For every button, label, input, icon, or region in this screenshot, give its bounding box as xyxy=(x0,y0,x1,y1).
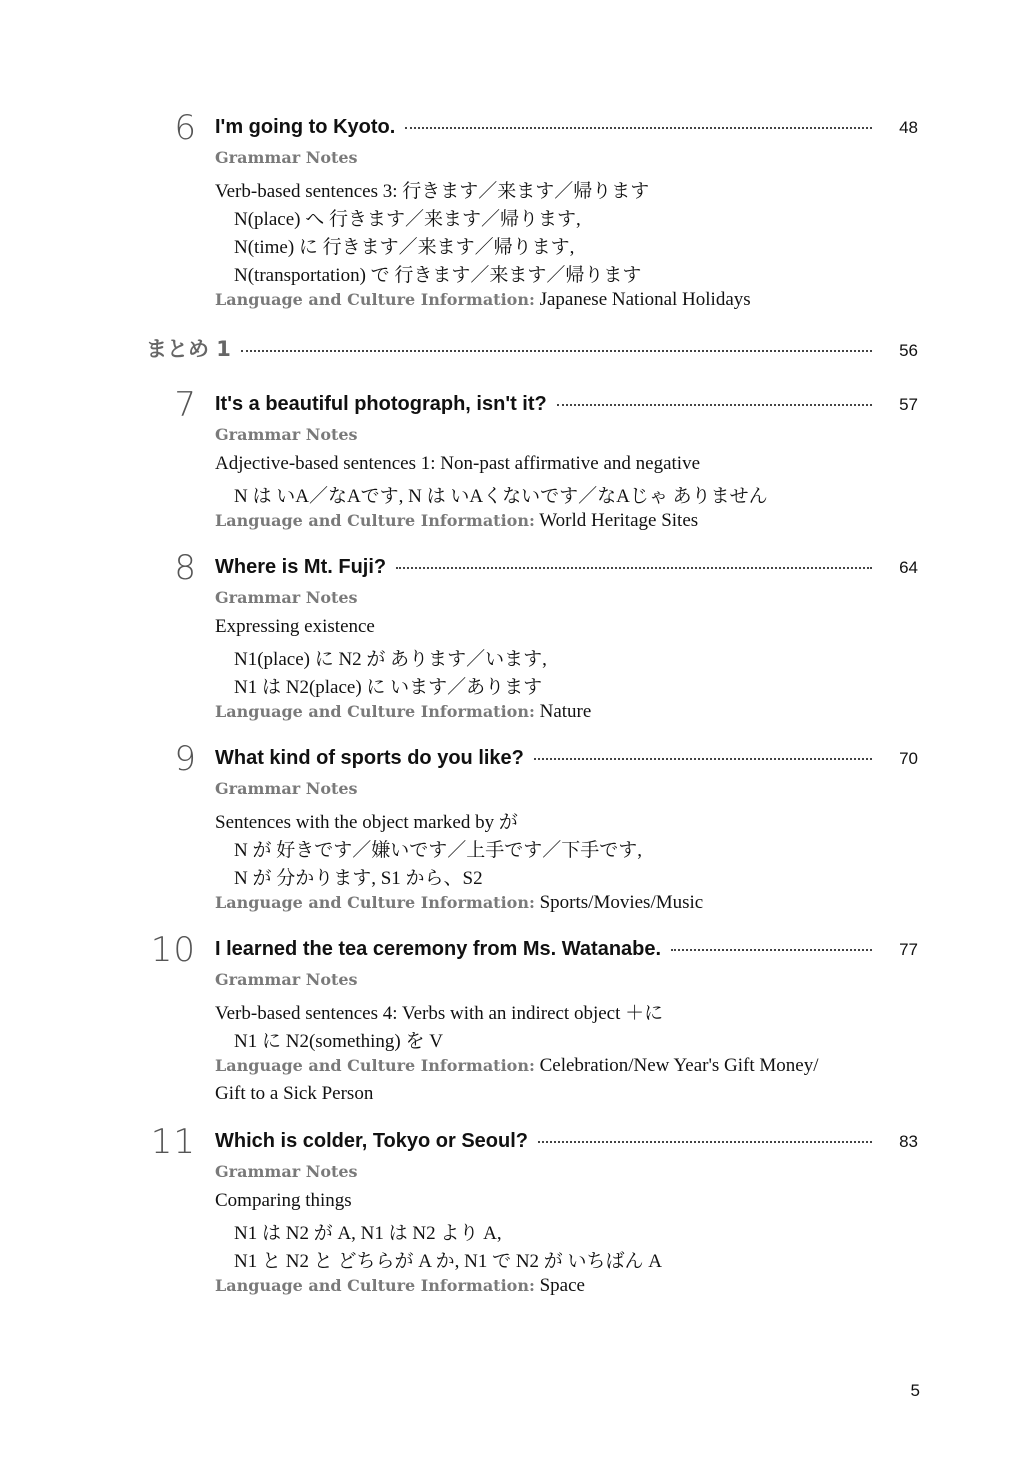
lesson-title[interactable]: I'm going to Kyoto. xyxy=(215,116,396,138)
grammar-line: N1 に N2(something) を V xyxy=(234,1031,443,1052)
culture-text: Celebration/New Year's Gift Money/ xyxy=(534,1055,819,1076)
grammar-line: N1 は N2 が A, N1 は N2 より A, xyxy=(234,1223,502,1244)
culture-text: Nature xyxy=(534,701,592,722)
lesson-title-row[interactable] xyxy=(215,556,918,586)
grammar-line: Verb-based sentences 4: Verbs with an indirect object ＋に xyxy=(215,1003,664,1024)
grammar-notes-label: Grammar Notes xyxy=(215,1162,358,1181)
culture-label: Language and Culture Information: xyxy=(215,290,535,309)
grammar-line: N(place) へ 行きます／来ます／帰ります, xyxy=(234,209,581,230)
lesson-title[interactable]: What kind of sports do you like? xyxy=(215,747,524,769)
grammar-line: N1(place) に N2 が あります／います, xyxy=(234,649,547,670)
grammar-line: Sentences with the object marked by が xyxy=(215,812,518,833)
lesson-title[interactable]: Where is Mt. Fuji? xyxy=(215,556,387,578)
grammar-notes-label: Grammar Notes xyxy=(215,425,358,444)
lesson-title-row[interactable] xyxy=(215,393,918,423)
review-row[interactable] xyxy=(146,333,918,363)
grammar-line: N は いA／なAです, N は いAくないです／なAじゃ ありません xyxy=(234,486,768,507)
culture-line xyxy=(215,289,751,311)
lesson-number: 10 xyxy=(150,930,196,970)
culture-text: World Heritage Sites xyxy=(534,510,699,531)
grammar-notes-label: Grammar Notes xyxy=(215,970,358,989)
grammar-line: Comparing things xyxy=(215,1190,352,1211)
lesson-title-row[interactable] xyxy=(215,747,918,777)
culture-label: Language and Culture Information: xyxy=(215,1276,535,1295)
grammar-notes-label: Grammar Notes xyxy=(215,588,358,607)
page-number: 77 xyxy=(899,940,918,959)
culture-line xyxy=(215,1275,585,1297)
page-number: 48 xyxy=(899,118,918,137)
culture-label: Language and Culture Information: xyxy=(215,511,535,530)
page-number: 70 xyxy=(899,749,918,768)
grammar-line: Verb-based sentences 3: 行きます／来ます／帰ります xyxy=(215,181,650,202)
lesson-number: 9 xyxy=(174,739,196,779)
grammar-line: Adjective-based sentences 1: Non-past affirmative and negative xyxy=(215,453,701,474)
lesson-number: 11 xyxy=(150,1122,196,1162)
grammar-line: N が 好きです／嫌いです／上手です／下手です, xyxy=(234,840,642,861)
leader-dots xyxy=(538,1141,872,1143)
grammar-line: N(time) に 行きます／来ます／帰ります, xyxy=(234,237,575,258)
review-title[interactable]: まとめ 1 xyxy=(146,337,231,361)
grammar-line: N(transportation) で 行きます／来ます／帰ります xyxy=(234,265,642,286)
culture-text: Sports/Movies/Music xyxy=(534,892,704,913)
culture-line xyxy=(215,701,591,723)
lesson-title[interactable]: I learned the tea ceremony from Ms. Watanabe. xyxy=(215,938,662,960)
culture-line xyxy=(215,1055,819,1077)
lesson-number: 7 xyxy=(174,385,196,425)
leader-dots xyxy=(396,567,872,569)
lesson-title[interactable]: Which is colder, Tokyo or Seoul? xyxy=(215,1130,529,1152)
page-number: 56 xyxy=(899,341,918,360)
leader-dots xyxy=(671,949,872,951)
grammar-line: N1 と N2 と どちらが A か, N1 で N2 が いちばん A xyxy=(234,1251,663,1272)
grammar-line: N1 は N2(place) に います／あります xyxy=(234,677,543,698)
culture-label: Language and Culture Information: xyxy=(215,1056,535,1075)
leader-dots xyxy=(405,127,872,129)
lesson-title-row[interactable] xyxy=(215,938,918,968)
lesson-number: 8 xyxy=(174,548,196,588)
page-number: 64 xyxy=(899,558,918,577)
grammar-line: Expressing existence xyxy=(215,616,375,637)
lesson-number: 6 xyxy=(174,108,196,148)
leader-dots xyxy=(241,350,872,352)
culture-label: Language and Culture Information: xyxy=(215,702,535,721)
lesson-title-row[interactable] xyxy=(215,116,918,146)
culture-line-continued: Gift to a Sick Person xyxy=(215,1083,374,1104)
culture-text: Japanese National Holidays xyxy=(534,289,751,310)
grammar-line: N が 分かります, S1 から、S2 xyxy=(234,868,483,889)
page-number: 57 xyxy=(899,395,918,414)
leader-dots xyxy=(534,758,872,760)
culture-label: Language and Culture Information: xyxy=(215,893,535,912)
culture-line xyxy=(215,510,698,532)
culture-line xyxy=(215,892,703,914)
leader-dots xyxy=(557,404,872,406)
lesson-title[interactable]: It's a beautiful photograph, isn't it? xyxy=(215,393,547,415)
lesson-title-row[interactable] xyxy=(215,1130,918,1160)
page-number: 83 xyxy=(899,1132,918,1151)
grammar-notes-label: Grammar Notes xyxy=(215,779,358,798)
footer-page-number: 5 xyxy=(910,1381,920,1400)
grammar-notes-label: Grammar Notes xyxy=(215,148,358,167)
culture-text: Space xyxy=(534,1275,585,1296)
